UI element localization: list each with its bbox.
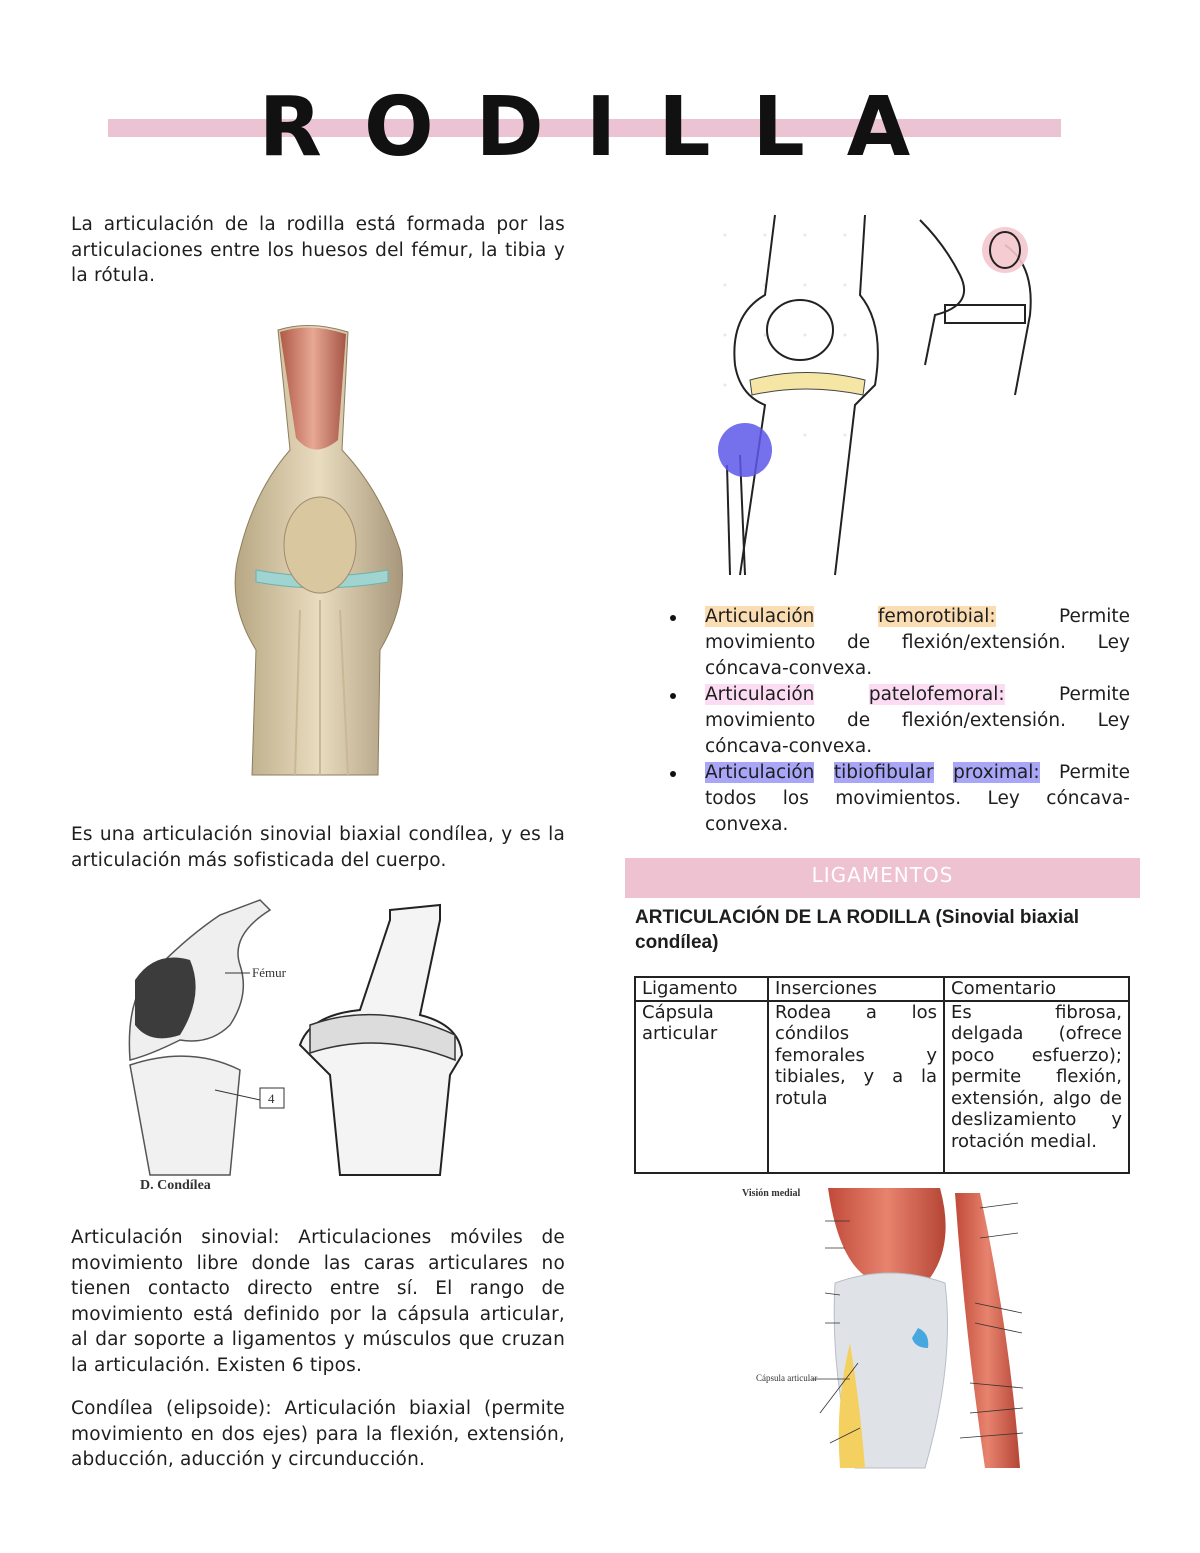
bullet-term: patelofemoral: <box>868 684 1005 705</box>
table-cell: Cápsula articular <box>635 1001 768 1173</box>
bullet-term: tibiofibular <box>833 762 934 783</box>
medial-view-title: Visión medial <box>742 1188 801 1199</box>
femur-label: Fémur <box>252 965 286 980</box>
sinovial-text: Articulación sinovial: Articulaciones móviles de movimiento libre donde las caras articulares no tienen contacto directo entre sí. El rango de movimiento está definido por la cápsula articular, al dar soporte a ligamentos y músculos que cruzan la articulación. Existen 6 tipos. <box>71 1227 565 1376</box>
bullet-term: Articulación <box>705 762 815 783</box>
bullet-dot <box>670 693 676 699</box>
knee-anterior-illustration <box>210 320 430 785</box>
description-paragraph <box>71 822 565 873</box>
table-row <box>635 1001 1129 1173</box>
medial-view-label: Cápsula articular <box>756 1373 818 1383</box>
condilea-text: Condílea (elipsoide): Articulación biaxial (permite movimiento en dos ejes) para la flexión, extensión, abducción, aducción y circunducción. <box>71 1398 565 1470</box>
bullet-text: Permite movimiento de flexión/extensión. Ley cóncava-convexa. <box>705 606 1130 679</box>
joint-types-list <box>668 604 1130 838</box>
knee-sketch-illustration <box>705 205 1050 585</box>
table-cell: Rodea a los cóndilos femorales y tibiales, y a la rotula <box>768 1001 944 1173</box>
condilea-paragraph <box>71 1396 565 1473</box>
medial-view-illustration <box>740 1183 1030 1473</box>
bullet-term: femorotibial: <box>877 606 996 627</box>
description-text: Es una articulación sinovial biaxial condílea, y es la articulación más sofisticada del cuerpo. <box>71 824 565 871</box>
bullet-text: Permite todos los movimientos. Ley cóncava-convexa. <box>705 762 1130 835</box>
list-item <box>668 760 1130 838</box>
page-title: RODILLA <box>258 79 953 175</box>
table-cell: Es fibrosa, delgada (ofrece poco esfuerzo); permite flexión, extensión, algo de deslizamiento y rotación medial. <box>944 1001 1129 1173</box>
list-item <box>668 604 1130 682</box>
list-item <box>668 682 1130 760</box>
ligament-table <box>634 976 1130 1174</box>
bullet-text: Permite movimiento de flexión/extensión. Ley cóncava-convexa. <box>705 684 1130 757</box>
sinovial-paragraph <box>71 1225 565 1378</box>
table-header: Comentario <box>944 977 1129 1001</box>
figure-caption: D. Condílea <box>140 1178 211 1193</box>
ligament-section-heading: ARTICULACIÓN DE LA RODILLA (Sinovial biaxial condílea) <box>635 907 1080 953</box>
bullet-term: Articulación <box>705 684 815 705</box>
condylar-joint-figure <box>110 895 500 1195</box>
bullet-term: Articulación <box>705 606 815 627</box>
svg-text:4: 4 <box>268 1091 275 1106</box>
table-header: Inserciones <box>768 977 944 1001</box>
bullet-term: proximal: <box>953 762 1040 783</box>
table-header-row <box>635 977 1129 1001</box>
intro-paragraph <box>71 212 565 289</box>
bullet-dot <box>670 615 676 621</box>
table-header: Ligamento <box>635 977 768 1001</box>
bullet-dot <box>670 771 676 777</box>
ligamentos-banner: LIGAMENTOS <box>625 858 1140 898</box>
intro-text: La articulación de la rodilla está formada por las articulaciones entre los huesos del fémur, la tibia y la rótula. <box>71 214 565 286</box>
